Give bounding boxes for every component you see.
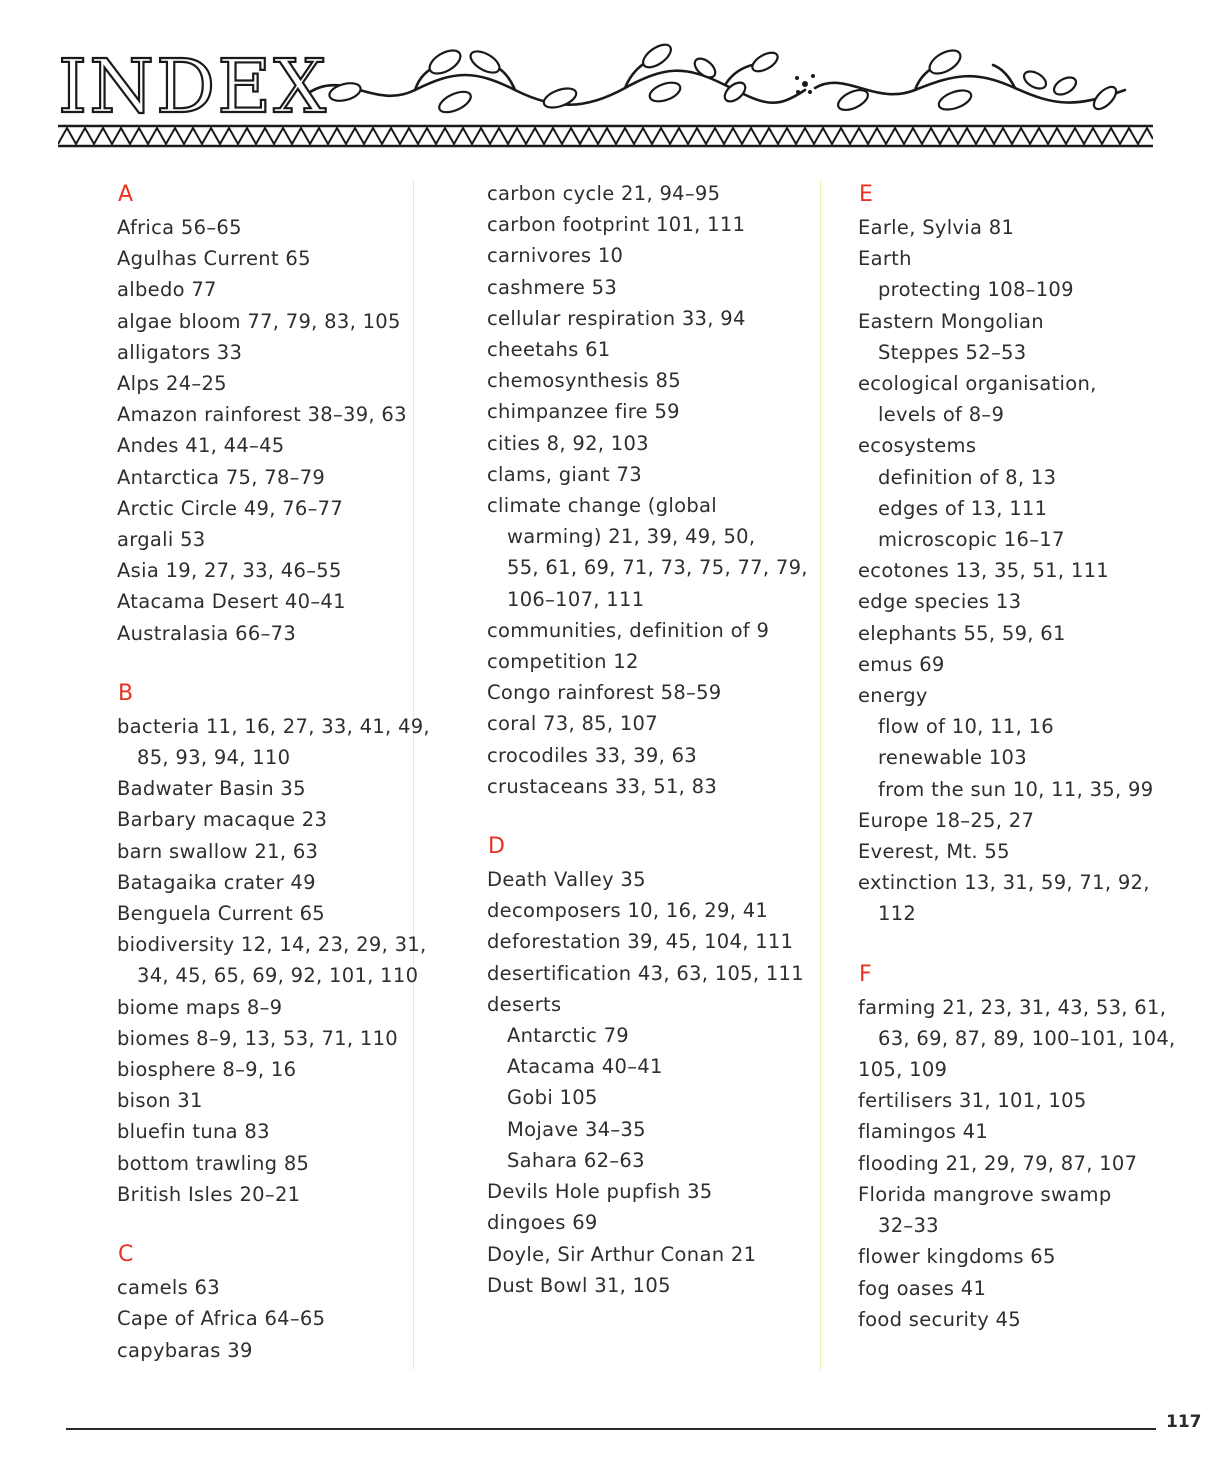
index-entry: Cape of Africa 64–65	[117, 1307, 326, 1331]
index-subentry: Mojave 34–35	[507, 1117, 646, 1141]
index-entry: albedo 77	[117, 278, 217, 302]
page-number: 117	[1166, 1412, 1202, 1432]
index-entry: alligators 33	[117, 340, 243, 364]
index-subentry: protecting 108–109	[878, 278, 1074, 302]
index-entry: carnivores 10	[487, 244, 624, 268]
index-entry: Everest, Mt. 55	[858, 840, 1010, 864]
index-subentry: Atacama 40–41	[507, 1055, 663, 1079]
index-entry-continued: 63, 69, 87, 89, 100–101, 104,	[878, 1026, 1176, 1050]
index-entry: Devils Hole pupfish 35	[487, 1180, 713, 1204]
index-entry: cashmere 53	[487, 275, 618, 299]
index-entry-continued: 55, 61, 69, 71, 73, 75, 77, 79,	[507, 556, 808, 580]
index-entry: bacteria 11, 16, 27, 33, 41, 49,	[117, 714, 430, 738]
index-entry: Doyle, Sir Arthur Conan 21	[487, 1242, 757, 1266]
index-entry: carbon cycle 21, 94–95	[487, 182, 721, 205]
index-column-2	[487, 178, 817, 1301]
index-entry: cities 8, 92, 103	[487, 431, 649, 455]
section-letter: C	[118, 1242, 134, 1268]
index-entry: Congo rainforest 58–59	[487, 681, 722, 705]
index-entry: ecotones 13, 35, 51, 111	[858, 559, 1109, 583]
index-entry: flower kingdoms 65	[858, 1245, 1056, 1269]
index-subentry: Gobi 105	[507, 1086, 598, 1110]
index-entry: cheetahs 61	[487, 338, 611, 362]
index-subentry: definition of 8, 13	[878, 465, 1057, 489]
index-subentry: flow of 10, 11, 16	[878, 715, 1054, 739]
index-entry: Europe 18–25, 27	[858, 808, 1035, 832]
index-entry: Africa 56–65	[117, 216, 242, 239]
index-entry: Dust Bowl 31, 105	[487, 1273, 671, 1297]
index-entry: crocodiles 33, 39, 63	[487, 743, 697, 767]
index-entry: Barbary macaque 23	[117, 808, 328, 832]
index-entry: food security 45	[858, 1307, 1021, 1331]
index-entry: carbon footprint 101, 111	[487, 213, 746, 237]
index-subentry: Antarctic 79	[507, 1024, 629, 1048]
index-entry: Benguela Current 65	[117, 902, 325, 926]
index-entry: flamingos 41	[858, 1120, 989, 1144]
index-entry-continued: 34, 45, 65, 69, 92, 101, 110	[137, 964, 419, 988]
index-entry: Earth	[858, 247, 912, 271]
index-entry: Australasia 66–73	[117, 621, 297, 645]
section-gap	[487, 802, 817, 830]
index-entry: communities, definition of 9	[487, 618, 770, 642]
index-entry: energy	[858, 684, 928, 708]
index-entry: Earle, Sylvia 81	[858, 216, 1015, 239]
index-column-3	[858, 178, 1176, 1335]
index-entry: biosphere 8–9, 16	[117, 1058, 297, 1082]
index-entry: desertification 43, 63, 105, 111	[487, 961, 804, 985]
index-entry: cellular respiration 33, 94	[487, 306, 746, 330]
index-subentry: renewable 103	[878, 746, 1027, 770]
index-entry: Antarctica 75, 78–79	[117, 465, 326, 489]
index-entry: argali 53	[117, 528, 206, 552]
index-subentry: edges of 13, 111	[878, 496, 1048, 520]
index-subentry: from the sun 10, 11, 35, 99	[878, 777, 1154, 801]
index-entry: bison 31	[117, 1089, 203, 1113]
footer-rule	[66, 1428, 1156, 1430]
index-entry: coral 73, 85, 107	[487, 712, 658, 736]
index-entry: chemosynthesis 85	[487, 369, 681, 393]
index-entry: edge species 13	[858, 590, 1022, 614]
index-entry: elephants 55, 59, 61	[858, 621, 1066, 645]
index-entry-continued: Steppes 52–53	[878, 340, 1027, 364]
index-subentry: microscopic 16–17	[878, 528, 1065, 552]
index-entry: Atacama Desert 40–41	[117, 590, 346, 614]
index-entry: Batagaika crater 49	[117, 870, 316, 894]
index-entry: barn swallow 21, 63	[117, 839, 319, 863]
section-letter: A	[118, 182, 134, 207]
index-entry-continued: 106–107, 111	[507, 587, 645, 611]
index-entry: ecological organisation,	[858, 372, 1097, 396]
column-divider	[820, 180, 821, 1370]
index-entry: Florida mangrove swamp	[858, 1182, 1112, 1206]
index-entry: algae bloom 77, 79, 83, 105	[117, 309, 401, 333]
section-gap	[117, 649, 447, 677]
index-entry: deserts	[487, 992, 562, 1016]
index-entry: biodiversity 12, 14, 23, 29, 31,	[117, 933, 427, 957]
page-header	[0, 0, 1220, 160]
index-entry: farming 21, 23, 31, 43, 53, 61,	[858, 995, 1167, 1019]
index-entry: biome maps 8–9	[117, 995, 283, 1019]
vine-ornament	[305, 40, 1135, 120]
section-letter: D	[488, 834, 505, 860]
index-entry: capybaras 39	[117, 1338, 253, 1362]
section-letter: B	[118, 680, 134, 706]
index-entry: 105, 109	[858, 1058, 948, 1082]
index-entry-continued: warming) 21, 39, 49, 50,	[507, 525, 756, 549]
index-entry: clams, giant 73	[487, 462, 642, 486]
section-letter: E	[859, 182, 873, 207]
index-entry: fertilisers 31, 101, 105	[858, 1089, 1087, 1113]
index-entry-continued: 85, 93, 94, 110	[137, 746, 291, 770]
index-entry: dingoes 69	[487, 1211, 598, 1235]
index-entry: Eastern Mongolian	[858, 309, 1044, 333]
index-entry: chimpanzee fire 59	[487, 400, 680, 424]
index-entry: Andes 41, 44–45	[117, 434, 285, 458]
index-entry: climate change (global	[487, 494, 717, 518]
index-entry: Arctic Circle 49, 76–77	[117, 496, 344, 520]
index-entry-continued: 32–33	[878, 1214, 939, 1238]
section-letter: F	[859, 961, 872, 987]
index-entry: fog oases 41	[858, 1276, 987, 1300]
index-entry: camels 63	[117, 1276, 220, 1300]
section-gap	[117, 1210, 447, 1238]
index-subentry: Sahara 62–63	[507, 1148, 645, 1172]
index-entry: crustaceans 33, 51, 83	[487, 774, 718, 798]
index-entry: Asia 19, 27, 33, 46–55	[117, 559, 342, 583]
index-entry: British Isles 20–21	[117, 1182, 301, 1206]
index-entry: ecosystems	[858, 434, 977, 458]
index-entry: Badwater Basin 35	[117, 777, 306, 801]
index-entry: flooding 21, 29, 79, 87, 107	[858, 1151, 1138, 1175]
index-entry: Amazon rainforest 38–39, 63	[117, 403, 407, 427]
page-title: INDEX	[58, 44, 329, 130]
index-entry: biomes 8–9, 13, 53, 71, 110	[117, 1026, 398, 1050]
index-entry-continued: 112	[878, 902, 917, 926]
index-column-1	[117, 178, 447, 1366]
index-entry: extinction 13, 31, 59, 71, 92,	[858, 871, 1150, 895]
index-entry: emus 69	[858, 652, 945, 676]
index-entry: bottom trawling 85	[117, 1151, 310, 1175]
index-entry: Death Valley 35	[487, 868, 646, 892]
index-entry: deforestation 39, 45, 104, 111	[487, 930, 794, 954]
index-entry: bluefin tuna 83	[117, 1120, 270, 1144]
index-entry-continued: levels of 8–9	[878, 403, 1005, 427]
index-entry: Alps 24–25	[117, 372, 227, 396]
section-gap	[858, 930, 1168, 958]
index-entry: Agulhas Current 65	[117, 247, 311, 271]
index-entry: decomposers 10, 16, 29, 41	[487, 899, 769, 923]
index-entry: competition 12	[487, 650, 639, 674]
zigzag-border	[58, 124, 1153, 148]
